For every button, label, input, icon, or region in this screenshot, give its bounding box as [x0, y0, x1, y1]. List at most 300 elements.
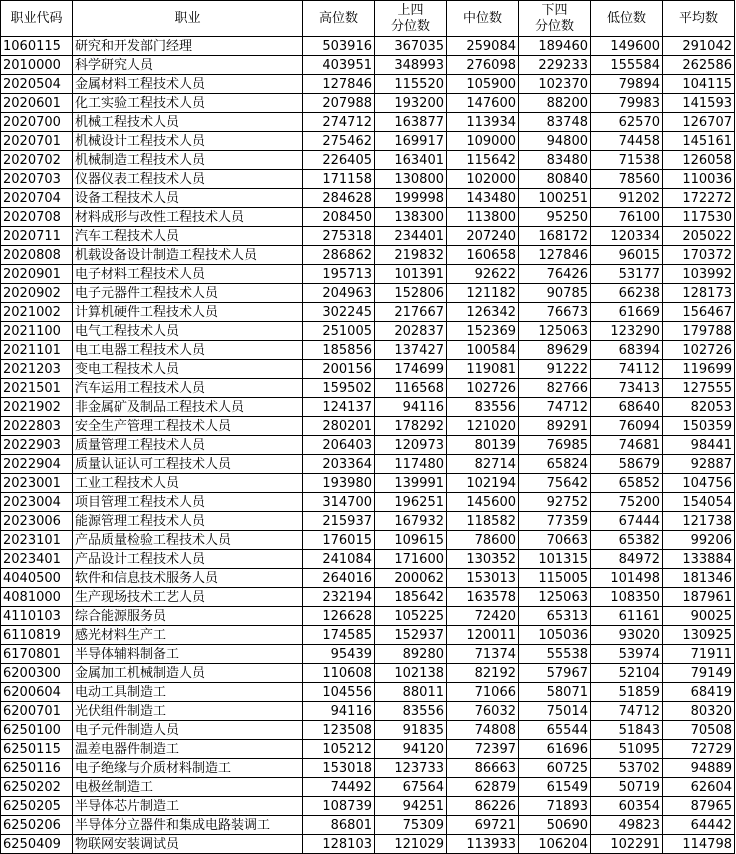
cell-occupation: 软件和信息技术服务人员: [73, 569, 303, 588]
cell-lower-quartile: 76673: [519, 303, 591, 322]
cell-occupation: 物联网安装调试员: [73, 835, 303, 854]
cell-median: 71066: [447, 683, 519, 702]
table-row: [1, 778, 735, 797]
cell-occupation: 金属加工机械制造人员: [73, 664, 303, 683]
cell-high: 241084: [303, 550, 375, 569]
cell-average: 103992: [663, 265, 735, 284]
cell-median: 83556: [447, 398, 519, 417]
cell-high: 95439: [303, 645, 375, 664]
cell-average: 126058: [663, 151, 735, 170]
cell-median: 126342: [447, 303, 519, 322]
cell-average: 70508: [663, 721, 735, 740]
cell-code: 2023401: [1, 550, 73, 569]
cell-upper-quartile: 94120: [375, 740, 447, 759]
cell-lower-quartile: 65544: [519, 721, 591, 740]
cell-high: 104556: [303, 683, 375, 702]
cell-average: 291042: [663, 37, 735, 56]
cell-median: 163578: [447, 588, 519, 607]
cell-median: 153013: [447, 569, 519, 588]
cell-average: 72729: [663, 740, 735, 759]
cell-code: 6250206: [1, 816, 73, 835]
cell-upper-quartile: 138300: [375, 208, 447, 227]
table-row: [1, 816, 735, 835]
cell-code: 2020711: [1, 227, 73, 246]
table-row: [1, 626, 735, 645]
cell-lower-quartile: 90785: [519, 284, 591, 303]
cell-upper-quartile: 185642: [375, 588, 447, 607]
cell-low: 91202: [591, 189, 663, 208]
cell-upper-quartile: 167932: [375, 512, 447, 531]
cell-code: 2021501: [1, 379, 73, 398]
cell-occupation: 项目管理工程技术人员: [73, 493, 303, 512]
header-occupation: 职业: [73, 1, 303, 37]
table-row: [1, 113, 735, 132]
cell-average: 114798: [663, 835, 735, 854]
cell-occupation: 化工实验工程技术人员: [73, 94, 303, 113]
cell-occupation: 综合能源服务员: [73, 607, 303, 626]
cell-lower-quartile: 189460: [519, 37, 591, 56]
cell-code: 6250409: [1, 835, 73, 854]
cell-upper-quartile: 171600: [375, 550, 447, 569]
cell-high: 274712: [303, 113, 375, 132]
cell-median: 76032: [447, 702, 519, 721]
table-row: [1, 303, 735, 322]
table-row: [1, 569, 735, 588]
cell-low: 79983: [591, 94, 663, 113]
cell-upper-quartile: 163401: [375, 151, 447, 170]
cell-lower-quartile: 89291: [519, 417, 591, 436]
cell-average: 130925: [663, 626, 735, 645]
cell-lower-quartile: 75642: [519, 474, 591, 493]
cell-code: 4110103: [1, 607, 73, 626]
cell-high: 200156: [303, 360, 375, 379]
table-row: [1, 208, 735, 227]
cell-occupation: 半导体分立器件和集成电路装调工: [73, 816, 303, 835]
cell-code: 2022803: [1, 417, 73, 436]
cell-lower-quartile: 125063: [519, 322, 591, 341]
cell-upper-quartile: 88011: [375, 683, 447, 702]
cell-upper-quartile: 137427: [375, 341, 447, 360]
cell-upper-quartile: 67564: [375, 778, 447, 797]
cell-upper-quartile: 94251: [375, 797, 447, 816]
cell-low: 71538: [591, 151, 663, 170]
cell-code: 2020704: [1, 189, 73, 208]
cell-occupation: 研究和开发部门经理: [73, 37, 303, 56]
cell-lower-quartile: 91222: [519, 360, 591, 379]
cell-lower-quartile: 95250: [519, 208, 591, 227]
cell-high: 128103: [303, 835, 375, 854]
cell-high: 280201: [303, 417, 375, 436]
cell-occupation: 光伏组件制造工: [73, 702, 303, 721]
cell-code: 2021902: [1, 398, 73, 417]
cell-high: 284628: [303, 189, 375, 208]
table-row: [1, 759, 735, 778]
cell-lower-quartile: 70663: [519, 531, 591, 550]
cell-low: 73413: [591, 379, 663, 398]
cell-high: 171158: [303, 170, 375, 189]
cell-high: 203364: [303, 455, 375, 474]
cell-upper-quartile: 219832: [375, 246, 447, 265]
cell-average: 127555: [663, 379, 735, 398]
cell-high: 127846: [303, 75, 375, 94]
cell-code: 6170801: [1, 645, 73, 664]
cell-high: 174585: [303, 626, 375, 645]
table-row: [1, 37, 735, 56]
cell-lower-quartile: 101315: [519, 550, 591, 569]
cell-average: 92887: [663, 455, 735, 474]
cell-lower-quartile: 50690: [519, 816, 591, 835]
cell-average: 71911: [663, 645, 735, 664]
cell-median: 259084: [447, 37, 519, 56]
table-row: [1, 360, 735, 379]
cell-occupation: 半导体辅料制备工: [73, 645, 303, 664]
cell-code: 2020808: [1, 246, 73, 265]
table-row: [1, 531, 735, 550]
cell-lower-quartile: 105036: [519, 626, 591, 645]
cell-code: 6250100: [1, 721, 73, 740]
cell-median: 62879: [447, 778, 519, 797]
cell-lower-quartile: 76426: [519, 265, 591, 284]
table-row: [1, 341, 735, 360]
cell-average: 90025: [663, 607, 735, 626]
cell-lower-quartile: 229233: [519, 56, 591, 75]
cell-high: 275318: [303, 227, 375, 246]
cell-high: 86801: [303, 816, 375, 835]
cell-upper-quartile: 89280: [375, 645, 447, 664]
cell-median: 109000: [447, 132, 519, 151]
table-row: [1, 607, 735, 626]
cell-average: 150359: [663, 417, 735, 436]
cell-low: 66238: [591, 284, 663, 303]
cell-high: 108739: [303, 797, 375, 816]
table-row: [1, 322, 735, 341]
cell-occupation: 生产现场技术工艺人员: [73, 588, 303, 607]
table-row: [1, 721, 735, 740]
cell-low: 108350: [591, 588, 663, 607]
cell-median: 115642: [447, 151, 519, 170]
cell-high: 126628: [303, 607, 375, 626]
cell-lower-quartile: 115005: [519, 569, 591, 588]
cell-high: 153018: [303, 759, 375, 778]
table-row: [1, 417, 735, 436]
cell-median: 82714: [447, 455, 519, 474]
table-row: [1, 132, 735, 151]
cell-lower-quartile: 89629: [519, 341, 591, 360]
cell-occupation: 电极丝制造工: [73, 778, 303, 797]
cell-high: 193980: [303, 474, 375, 493]
cell-low: 101498: [591, 569, 663, 588]
cell-upper-quartile: 169917: [375, 132, 447, 151]
cell-low: 61161: [591, 607, 663, 626]
cell-code: 6250115: [1, 740, 73, 759]
cell-occupation: 非金属矿及制品工程技术人员: [73, 398, 303, 417]
cell-median: 80139: [447, 436, 519, 455]
cell-lower-quartile: 57967: [519, 664, 591, 683]
table-row: [1, 740, 735, 759]
cell-code: 1060115: [1, 37, 73, 56]
cell-occupation: 质量认证认可工程技术人员: [73, 455, 303, 474]
cell-high: 275462: [303, 132, 375, 151]
cell-median: 86663: [447, 759, 519, 778]
cell-low: 61669: [591, 303, 663, 322]
cell-upper-quartile: 200062: [375, 569, 447, 588]
cell-low: 96015: [591, 246, 663, 265]
cell-low: 78560: [591, 170, 663, 189]
cell-high: 94116: [303, 702, 375, 721]
cell-high: 185856: [303, 341, 375, 360]
cell-median: 143480: [447, 189, 519, 208]
cell-low: 155584: [591, 56, 663, 75]
table-row: [1, 170, 735, 189]
cell-lower-quartile: 61696: [519, 740, 591, 759]
cell-median: 82192: [447, 664, 519, 683]
cell-average: 172272: [663, 189, 735, 208]
cell-lower-quartile: 92752: [519, 493, 591, 512]
cell-upper-quartile: 83556: [375, 702, 447, 721]
cell-high: 314700: [303, 493, 375, 512]
cell-median: 160658: [447, 246, 519, 265]
cell-median: 121020: [447, 417, 519, 436]
cell-average: 119699: [663, 360, 735, 379]
header-upper-quartile: 上四 分位数: [375, 1, 447, 37]
table-row: [1, 379, 735, 398]
cell-lower-quartile: 127846: [519, 246, 591, 265]
cell-median: 102194: [447, 474, 519, 493]
cell-occupation: 机械工程技术人员: [73, 113, 303, 132]
cell-upper-quartile: 367035: [375, 37, 447, 56]
cell-occupation: 安全生产管理工程技术人员: [73, 417, 303, 436]
cell-code: 2020703: [1, 170, 73, 189]
cell-median: 119081: [447, 360, 519, 379]
cell-low: 65382: [591, 531, 663, 550]
cell-high: 286862: [303, 246, 375, 265]
cell-high: 215937: [303, 512, 375, 531]
cell-upper-quartile: 152806: [375, 284, 447, 303]
cell-occupation: 工业工程技术人员: [73, 474, 303, 493]
cell-average: 126707: [663, 113, 735, 132]
cell-low: 84972: [591, 550, 663, 569]
cell-lower-quartile: 82766: [519, 379, 591, 398]
cell-lower-quartile: 61549: [519, 778, 591, 797]
cell-lower-quartile: 77359: [519, 512, 591, 531]
table-row: [1, 75, 735, 94]
cell-code: 2023001: [1, 474, 73, 493]
cell-lower-quartile: 83480: [519, 151, 591, 170]
table-row: [1, 588, 735, 607]
cell-median: 69721: [447, 816, 519, 835]
cell-upper-quartile: 174699: [375, 360, 447, 379]
cell-high: 251005: [303, 322, 375, 341]
cell-low: 68394: [591, 341, 663, 360]
cell-high: 207988: [303, 94, 375, 113]
cell-lower-quartile: 83748: [519, 113, 591, 132]
cell-average: 133884: [663, 550, 735, 569]
table-row: [1, 474, 735, 493]
cell-code: 2020601: [1, 94, 73, 113]
cell-median: 105900: [447, 75, 519, 94]
cell-average: 145161: [663, 132, 735, 151]
cell-high: 105212: [303, 740, 375, 759]
cell-high: 176015: [303, 531, 375, 550]
cell-upper-quartile: 94116: [375, 398, 447, 417]
cell-high: 503916: [303, 37, 375, 56]
cell-average: 80320: [663, 702, 735, 721]
cell-median: 113933: [447, 835, 519, 854]
header-row: [1, 1, 735, 37]
cell-high: 195713: [303, 265, 375, 284]
table-row: [1, 455, 735, 474]
cell-median: 102726: [447, 379, 519, 398]
table-row: [1, 702, 735, 721]
cell-upper-quartile: 139991: [375, 474, 447, 493]
cell-code: 2022903: [1, 436, 73, 455]
cell-average: 141593: [663, 94, 735, 113]
cell-lower-quartile: 71893: [519, 797, 591, 816]
cell-lower-quartile: 65824: [519, 455, 591, 474]
table-row: [1, 398, 735, 417]
cell-upper-quartile: 121029: [375, 835, 447, 854]
cell-median: 92622: [447, 265, 519, 284]
cell-occupation: 设备工程技术人员: [73, 189, 303, 208]
cell-code: 2020701: [1, 132, 73, 151]
table-row: [1, 56, 735, 75]
cell-occupation: 质量管理工程技术人员: [73, 436, 303, 455]
cell-occupation: 机载设备设计制造工程技术人员: [73, 246, 303, 265]
cell-low: 51843: [591, 721, 663, 740]
cell-lower-quartile: 125063: [519, 588, 591, 607]
cell-average: 181346: [663, 569, 735, 588]
cell-upper-quartile: 116568: [375, 379, 447, 398]
cell-upper-quartile: 75309: [375, 816, 447, 835]
table-row: [1, 246, 735, 265]
cell-low: 53974: [591, 645, 663, 664]
cell-median: 72420: [447, 607, 519, 626]
cell-occupation: 感光材料生产工: [73, 626, 303, 645]
cell-upper-quartile: 101391: [375, 265, 447, 284]
cell-low: 53177: [591, 265, 663, 284]
cell-high: 123508: [303, 721, 375, 740]
cell-lower-quartile: 100251: [519, 189, 591, 208]
cell-code: 6250205: [1, 797, 73, 816]
cell-low: 50719: [591, 778, 663, 797]
cell-upper-quartile: 202837: [375, 322, 447, 341]
table-row: [1, 493, 735, 512]
cell-occupation: 电子绝缘与介质材料制造工: [73, 759, 303, 778]
cell-code: 2021002: [1, 303, 73, 322]
cell-median: 147600: [447, 94, 519, 113]
cell-low: 53702: [591, 759, 663, 778]
cell-low: 68640: [591, 398, 663, 417]
header-low: 低位数: [591, 1, 663, 37]
cell-average: 128173: [663, 284, 735, 303]
cell-upper-quartile: 130800: [375, 170, 447, 189]
cell-lower-quartile: 102370: [519, 75, 591, 94]
cell-median: 102000: [447, 170, 519, 189]
cell-average: 98441: [663, 436, 735, 455]
cell-low: 102291: [591, 835, 663, 854]
cell-low: 76100: [591, 208, 663, 227]
cell-upper-quartile: 120973: [375, 436, 447, 455]
cell-upper-quartile: 234401: [375, 227, 447, 246]
cell-median: 72397: [447, 740, 519, 759]
table-row: [1, 835, 735, 854]
cell-median: 145600: [447, 493, 519, 512]
cell-upper-quartile: 163877: [375, 113, 447, 132]
cell-code: 2021101: [1, 341, 73, 360]
cell-median: 152369: [447, 322, 519, 341]
cell-occupation: 电动工具制造工: [73, 683, 303, 702]
cell-occupation: 电子元件制造人员: [73, 721, 303, 740]
cell-high: 206403: [303, 436, 375, 455]
cell-code: 2020700: [1, 113, 73, 132]
cell-low: 74112: [591, 360, 663, 379]
header-average: 平均数: [663, 1, 735, 37]
cell-average: 64442: [663, 816, 735, 835]
cell-lower-quartile: 94800: [519, 132, 591, 151]
cell-code: 6200300: [1, 664, 73, 683]
cell-lower-quartile: 88200: [519, 94, 591, 113]
cell-upper-quartile: 217667: [375, 303, 447, 322]
cell-average: 62604: [663, 778, 735, 797]
cell-upper-quartile: 115520: [375, 75, 447, 94]
cell-code: 6250202: [1, 778, 73, 797]
cell-low: 58679: [591, 455, 663, 474]
cell-occupation: 金属材料工程技术人员: [73, 75, 303, 94]
cell-upper-quartile: 178292: [375, 417, 447, 436]
cell-median: 118582: [447, 512, 519, 531]
cell-lower-quartile: 65313: [519, 607, 591, 626]
cell-code: 2023006: [1, 512, 73, 531]
cell-high: 226405: [303, 151, 375, 170]
cell-occupation: 汽车工程技术人员: [73, 227, 303, 246]
cell-code: 2020702: [1, 151, 73, 170]
table-row: [1, 550, 735, 569]
cell-average: 156467: [663, 303, 735, 322]
cell-code: 2020902: [1, 284, 73, 303]
cell-average: 68419: [663, 683, 735, 702]
header-high: 高位数: [303, 1, 375, 37]
header-code: 职业代码: [1, 1, 73, 37]
cell-median: 71374: [447, 645, 519, 664]
cell-occupation: 机械制造工程技术人员: [73, 151, 303, 170]
cell-low: 65852: [591, 474, 663, 493]
cell-lower-quartile: 76985: [519, 436, 591, 455]
cell-low: 74681: [591, 436, 663, 455]
cell-occupation: 汽车运用工程技术人员: [73, 379, 303, 398]
table-row: [1, 151, 735, 170]
cell-lower-quartile: 75014: [519, 702, 591, 721]
cell-lower-quartile: 58071: [519, 683, 591, 702]
cell-median: 74808: [447, 721, 519, 740]
cell-average: 205022: [663, 227, 735, 246]
cell-median: 120011: [447, 626, 519, 645]
cell-low: 60354: [591, 797, 663, 816]
table-row: [1, 436, 735, 455]
cell-low: 93020: [591, 626, 663, 645]
cell-median: 100584: [447, 341, 519, 360]
cell-average: 170372: [663, 246, 735, 265]
cell-occupation: 电气工程技术人员: [73, 322, 303, 341]
cell-average: 99206: [663, 531, 735, 550]
cell-occupation: 电子材料工程技术人员: [73, 265, 303, 284]
cell-high: 159502: [303, 379, 375, 398]
cell-lower-quartile: 55538: [519, 645, 591, 664]
table-row: [1, 645, 735, 664]
header-lower-quartile: 下四 分位数: [519, 1, 591, 37]
cell-low: 74458: [591, 132, 663, 151]
cell-low: 123290: [591, 322, 663, 341]
cell-average: 82053: [663, 398, 735, 417]
